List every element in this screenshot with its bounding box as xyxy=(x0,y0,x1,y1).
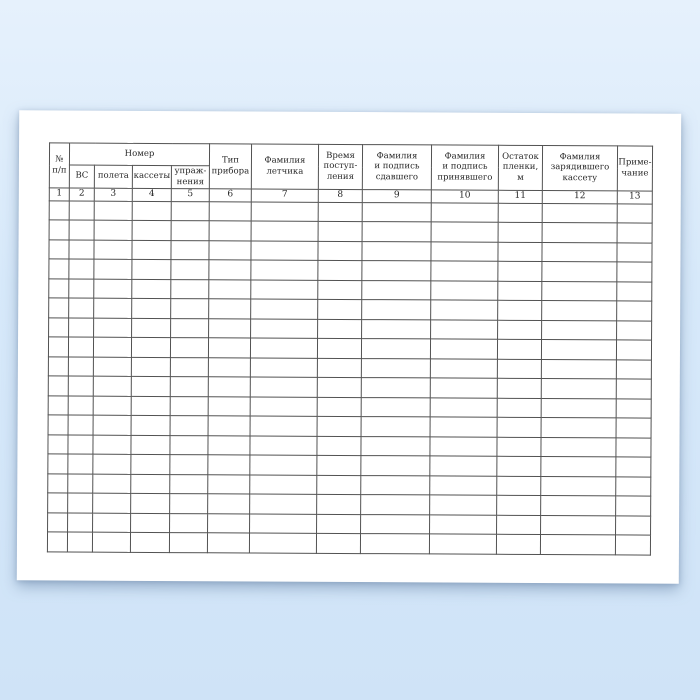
empty-cell xyxy=(317,417,361,437)
empty-cell xyxy=(361,514,430,534)
empty-cell xyxy=(360,534,429,554)
empty-cell xyxy=(93,454,131,474)
empty-cell xyxy=(318,222,362,242)
column-number-3: 3 xyxy=(94,188,132,201)
empty-cell xyxy=(47,532,67,552)
empty-cell xyxy=(430,398,497,418)
empty-cell xyxy=(250,397,317,417)
empty-cell xyxy=(541,437,616,457)
empty-cell xyxy=(616,418,651,438)
empty-cell xyxy=(170,338,208,358)
empty-cell xyxy=(616,496,651,516)
empty-cell xyxy=(132,260,171,280)
table-body xyxy=(47,201,652,555)
empty-cell xyxy=(48,396,68,416)
empty-cell xyxy=(69,220,94,240)
empty-cell xyxy=(541,340,616,360)
empty-cell xyxy=(431,300,498,320)
empty-cell xyxy=(430,476,497,496)
empty-cell xyxy=(208,338,250,358)
empty-cell xyxy=(132,279,171,299)
empty-cell xyxy=(130,533,169,553)
empty-cell xyxy=(209,319,251,339)
empty-cell xyxy=(497,398,541,418)
empty-cell xyxy=(361,495,430,515)
empty-cell xyxy=(49,220,69,240)
empty-cell xyxy=(430,339,497,359)
header-cell-tip-pribora: Тип прибора xyxy=(209,144,251,189)
empty-cell xyxy=(132,221,171,241)
empty-cell xyxy=(541,379,616,399)
empty-cell xyxy=(497,476,541,496)
empty-cell xyxy=(541,398,616,418)
empty-cell xyxy=(208,416,250,436)
empty-cell xyxy=(251,280,318,300)
column-number-11: 11 xyxy=(498,190,542,203)
empty-cell xyxy=(94,298,132,318)
empty-cell xyxy=(68,396,93,416)
empty-cell xyxy=(541,496,616,516)
header-cell-primechanie: Приме- чание xyxy=(617,146,652,191)
empty-cell xyxy=(69,201,94,221)
empty-cell xyxy=(69,259,94,279)
empty-cell xyxy=(616,438,651,458)
empty-cell xyxy=(616,360,651,380)
empty-cell xyxy=(361,436,430,456)
empty-cell xyxy=(542,262,617,282)
empty-cell xyxy=(617,301,652,321)
empty-cell xyxy=(49,201,69,221)
empty-cell xyxy=(616,399,651,419)
empty-cell xyxy=(362,202,431,222)
empty-cell xyxy=(93,337,131,357)
empty-cell xyxy=(131,435,170,455)
empty-cell xyxy=(169,533,207,553)
empty-cell xyxy=(209,299,251,319)
empty-cell xyxy=(170,474,208,494)
empty-cell xyxy=(318,202,362,222)
empty-cell xyxy=(617,204,652,224)
empty-cell xyxy=(362,280,431,300)
empty-cell xyxy=(361,339,430,359)
empty-cell xyxy=(498,281,542,301)
empty-cell xyxy=(49,240,69,260)
empty-cell xyxy=(132,318,171,338)
empty-cell xyxy=(93,415,131,435)
empty-cell xyxy=(48,415,68,435)
empty-cell xyxy=(170,494,208,514)
empty-cell xyxy=(541,359,616,379)
empty-cell xyxy=(498,320,542,340)
empty-cell xyxy=(68,337,93,357)
column-number-10: 10 xyxy=(431,190,498,203)
empty-cell xyxy=(68,474,93,494)
empty-cell xyxy=(48,493,68,513)
empty-cell xyxy=(362,222,431,242)
empty-cell xyxy=(170,377,208,397)
empty-cell xyxy=(171,240,209,260)
empty-cell xyxy=(171,299,209,319)
empty-cell xyxy=(208,494,250,514)
empty-cell xyxy=(131,513,170,533)
empty-cell xyxy=(317,456,361,476)
empty-cell xyxy=(171,221,209,241)
empty-cell xyxy=(430,417,497,437)
empty-cell xyxy=(250,358,317,378)
empty-cell xyxy=(251,202,318,222)
empty-cell xyxy=(131,494,170,514)
empty-cell xyxy=(208,397,250,417)
empty-cell xyxy=(542,281,617,301)
empty-cell xyxy=(497,515,541,535)
empty-cell xyxy=(431,242,498,262)
empty-cell xyxy=(496,535,540,555)
empty-cell xyxy=(431,203,498,223)
empty-cell xyxy=(208,514,250,534)
empty-cell xyxy=(497,437,541,457)
empty-cell xyxy=(93,376,131,396)
empty-cell xyxy=(317,495,361,515)
empty-cell xyxy=(250,338,317,358)
empty-cell xyxy=(617,262,652,282)
table-header xyxy=(49,143,652,204)
header-cell-familiya-prinyavshego: Фамилия и подпись принявшего xyxy=(431,145,498,190)
empty-cell xyxy=(68,357,93,377)
empty-cell xyxy=(170,396,208,416)
empty-cell xyxy=(540,535,615,555)
empty-cell xyxy=(48,474,68,494)
empty-cell xyxy=(209,202,251,222)
empty-cell xyxy=(69,298,94,318)
header-cell-ostatok-plenki: Остаток пленки, м xyxy=(498,145,542,190)
empty-cell xyxy=(68,415,93,435)
empty-cell xyxy=(131,357,170,377)
header-cell-kassety: кассеты xyxy=(132,165,171,188)
header-row-1 xyxy=(49,143,652,168)
empty-cell xyxy=(430,359,497,379)
empty-cell xyxy=(170,455,208,475)
empty-cell xyxy=(49,318,69,338)
column-number-6: 6 xyxy=(209,189,251,202)
empty-cell xyxy=(48,337,68,357)
empty-cell xyxy=(94,259,132,279)
empty-cell xyxy=(617,223,652,243)
empty-cell xyxy=(430,437,497,457)
empty-cell xyxy=(68,435,93,455)
empty-cell xyxy=(362,241,431,261)
empty-cell xyxy=(171,318,209,338)
empty-cell xyxy=(132,201,171,221)
empty-cell xyxy=(497,359,541,379)
empty-cell xyxy=(317,514,361,534)
empty-cell xyxy=(318,319,362,339)
empty-cell xyxy=(362,319,431,339)
empty-cell xyxy=(170,513,208,533)
empty-cell xyxy=(318,280,362,300)
empty-cell xyxy=(94,240,132,260)
empty-cell xyxy=(318,300,362,320)
column-number-2: 2 xyxy=(69,188,94,201)
empty-cell xyxy=(94,279,132,299)
empty-cell xyxy=(49,279,69,299)
empty-cell xyxy=(208,475,250,495)
header-cell-num: № п/п xyxy=(49,143,69,188)
empty-cell xyxy=(68,454,93,474)
empty-cell xyxy=(498,223,542,243)
empty-cell xyxy=(542,320,617,340)
empty-cell xyxy=(209,241,251,261)
header-cell-vremya-postupleniya: Время поступ- ления xyxy=(318,144,362,189)
empty-cell xyxy=(131,416,170,436)
header-cell-familiya-letchika: Фамилия летчика xyxy=(251,144,318,189)
empty-cell xyxy=(498,242,542,262)
empty-cell xyxy=(170,357,208,377)
empty-cell xyxy=(430,515,497,535)
empty-cell xyxy=(93,493,131,513)
empty-cell xyxy=(48,513,68,533)
empty-cell xyxy=(361,475,430,495)
empty-cell xyxy=(431,261,498,281)
empty-cell xyxy=(250,455,317,475)
empty-cell xyxy=(48,435,68,455)
empty-cell xyxy=(541,418,616,438)
empty-cell xyxy=(207,533,249,553)
empty-cell xyxy=(615,535,650,555)
empty-row xyxy=(47,532,650,555)
empty-cell xyxy=(616,379,651,399)
empty-cell xyxy=(92,532,130,552)
empty-cell xyxy=(430,378,497,398)
empty-cell xyxy=(362,300,431,320)
header-cell-vs: ВС xyxy=(69,165,94,188)
empty-cell xyxy=(131,377,170,397)
empty-cell xyxy=(251,260,318,280)
empty-cell xyxy=(69,240,94,260)
paper-sheet xyxy=(17,110,681,583)
empty-cell xyxy=(317,378,361,398)
column-number-13: 13 xyxy=(617,191,652,204)
empty-cell xyxy=(69,318,94,338)
empty-cell xyxy=(361,358,430,378)
empty-cell xyxy=(208,436,250,456)
empty-cell xyxy=(250,436,317,456)
empty-cell xyxy=(94,220,132,240)
empty-cell xyxy=(616,340,651,360)
empty-cell xyxy=(431,281,498,301)
empty-cell xyxy=(316,534,360,554)
column-number-7: 7 xyxy=(251,189,318,202)
empty-cell xyxy=(318,241,362,261)
empty-cell xyxy=(170,416,208,436)
empty-cell xyxy=(94,201,132,221)
column-number-9: 9 xyxy=(362,189,431,202)
empty-cell xyxy=(497,418,541,438)
empty-cell xyxy=(317,358,361,378)
empty-cell xyxy=(250,377,317,397)
empty-cell xyxy=(542,203,617,223)
empty-cell xyxy=(361,397,430,417)
empty-cell xyxy=(208,377,250,397)
empty-cell xyxy=(497,379,541,399)
empty-cell xyxy=(497,457,541,477)
empty-cell xyxy=(93,435,131,455)
empty-cell xyxy=(317,339,361,359)
empty-cell xyxy=(497,340,541,360)
header-cell-poleta: полета xyxy=(94,165,132,188)
empty-cell xyxy=(429,534,496,554)
header-cell-uprazhneniya: упраж- нения xyxy=(171,166,209,189)
empty-cell xyxy=(171,279,209,299)
empty-cell xyxy=(431,320,498,340)
empty-cell xyxy=(497,496,541,516)
header-cell-nomer-group: Номер xyxy=(69,143,209,166)
empty-cell xyxy=(430,495,497,515)
empty-cell xyxy=(69,279,94,299)
film-cassette-log-table xyxy=(47,142,653,555)
column-number-5: 5 xyxy=(171,188,209,201)
empty-cell xyxy=(68,376,93,396)
empty-cell xyxy=(48,454,68,474)
empty-cell xyxy=(209,280,251,300)
empty-cell xyxy=(67,532,92,552)
empty-cell xyxy=(431,222,498,242)
empty-cell xyxy=(541,457,616,477)
empty-cell xyxy=(318,261,362,281)
empty-cell xyxy=(131,474,170,494)
empty-cell xyxy=(498,203,542,223)
empty-cell xyxy=(249,533,316,553)
empty-cell xyxy=(616,457,651,477)
empty-cell xyxy=(171,201,209,221)
empty-cell xyxy=(209,221,251,241)
empty-cell xyxy=(132,240,171,260)
empty-cell xyxy=(251,221,318,241)
column-number-12: 12 xyxy=(542,190,617,203)
empty-cell xyxy=(361,378,430,398)
empty-cell xyxy=(251,319,318,339)
empty-cell xyxy=(617,321,652,341)
empty-cell xyxy=(68,513,93,533)
empty-cell xyxy=(171,260,209,280)
empty-cell xyxy=(93,396,131,416)
empty-cell xyxy=(131,338,170,358)
empty-cell xyxy=(541,476,616,496)
empty-cell xyxy=(93,474,131,494)
empty-cell xyxy=(209,260,251,280)
empty-cell xyxy=(250,514,317,534)
empty-cell xyxy=(251,241,318,261)
empty-cell xyxy=(93,513,131,533)
column-number-1: 1 xyxy=(49,188,69,201)
empty-cell xyxy=(498,262,542,282)
empty-cell xyxy=(48,376,68,396)
empty-cell xyxy=(542,223,617,243)
empty-cell xyxy=(542,242,617,262)
empty-cell xyxy=(49,298,69,318)
empty-cell xyxy=(317,436,361,456)
column-number-8: 8 xyxy=(318,189,362,202)
empty-cell xyxy=(617,243,652,263)
empty-cell xyxy=(208,358,250,378)
empty-cell xyxy=(250,494,317,514)
empty-cell xyxy=(361,456,430,476)
empty-cell xyxy=(616,477,651,497)
empty-cell xyxy=(131,396,170,416)
empty-cell xyxy=(617,282,652,302)
empty-cell xyxy=(541,515,616,535)
empty-cell xyxy=(317,475,361,495)
empty-cell xyxy=(131,455,170,475)
empty-cell xyxy=(170,435,208,455)
empty-cell xyxy=(250,416,317,436)
empty-cell xyxy=(49,259,69,279)
empty-cell xyxy=(68,493,93,513)
empty-cell xyxy=(362,261,431,281)
empty-cell xyxy=(251,299,318,319)
empty-cell xyxy=(542,301,617,321)
empty-cell xyxy=(430,456,497,476)
empty-cell xyxy=(616,516,651,536)
header-cell-familiya-zaryadivshego: Фамилия зарядившего кассету xyxy=(542,146,617,191)
empty-cell xyxy=(132,299,171,319)
empty-cell xyxy=(94,318,132,338)
empty-cell xyxy=(93,357,131,377)
empty-cell xyxy=(208,455,250,475)
empty-cell xyxy=(48,357,68,377)
empty-cell xyxy=(250,475,317,495)
empty-cell xyxy=(498,301,542,321)
empty-cell xyxy=(361,417,430,437)
empty-cell xyxy=(317,397,361,417)
column-number-4: 4 xyxy=(132,188,171,201)
header-cell-familiya-sdavshego: Фамилия и подпись сдавшего xyxy=(362,145,431,190)
